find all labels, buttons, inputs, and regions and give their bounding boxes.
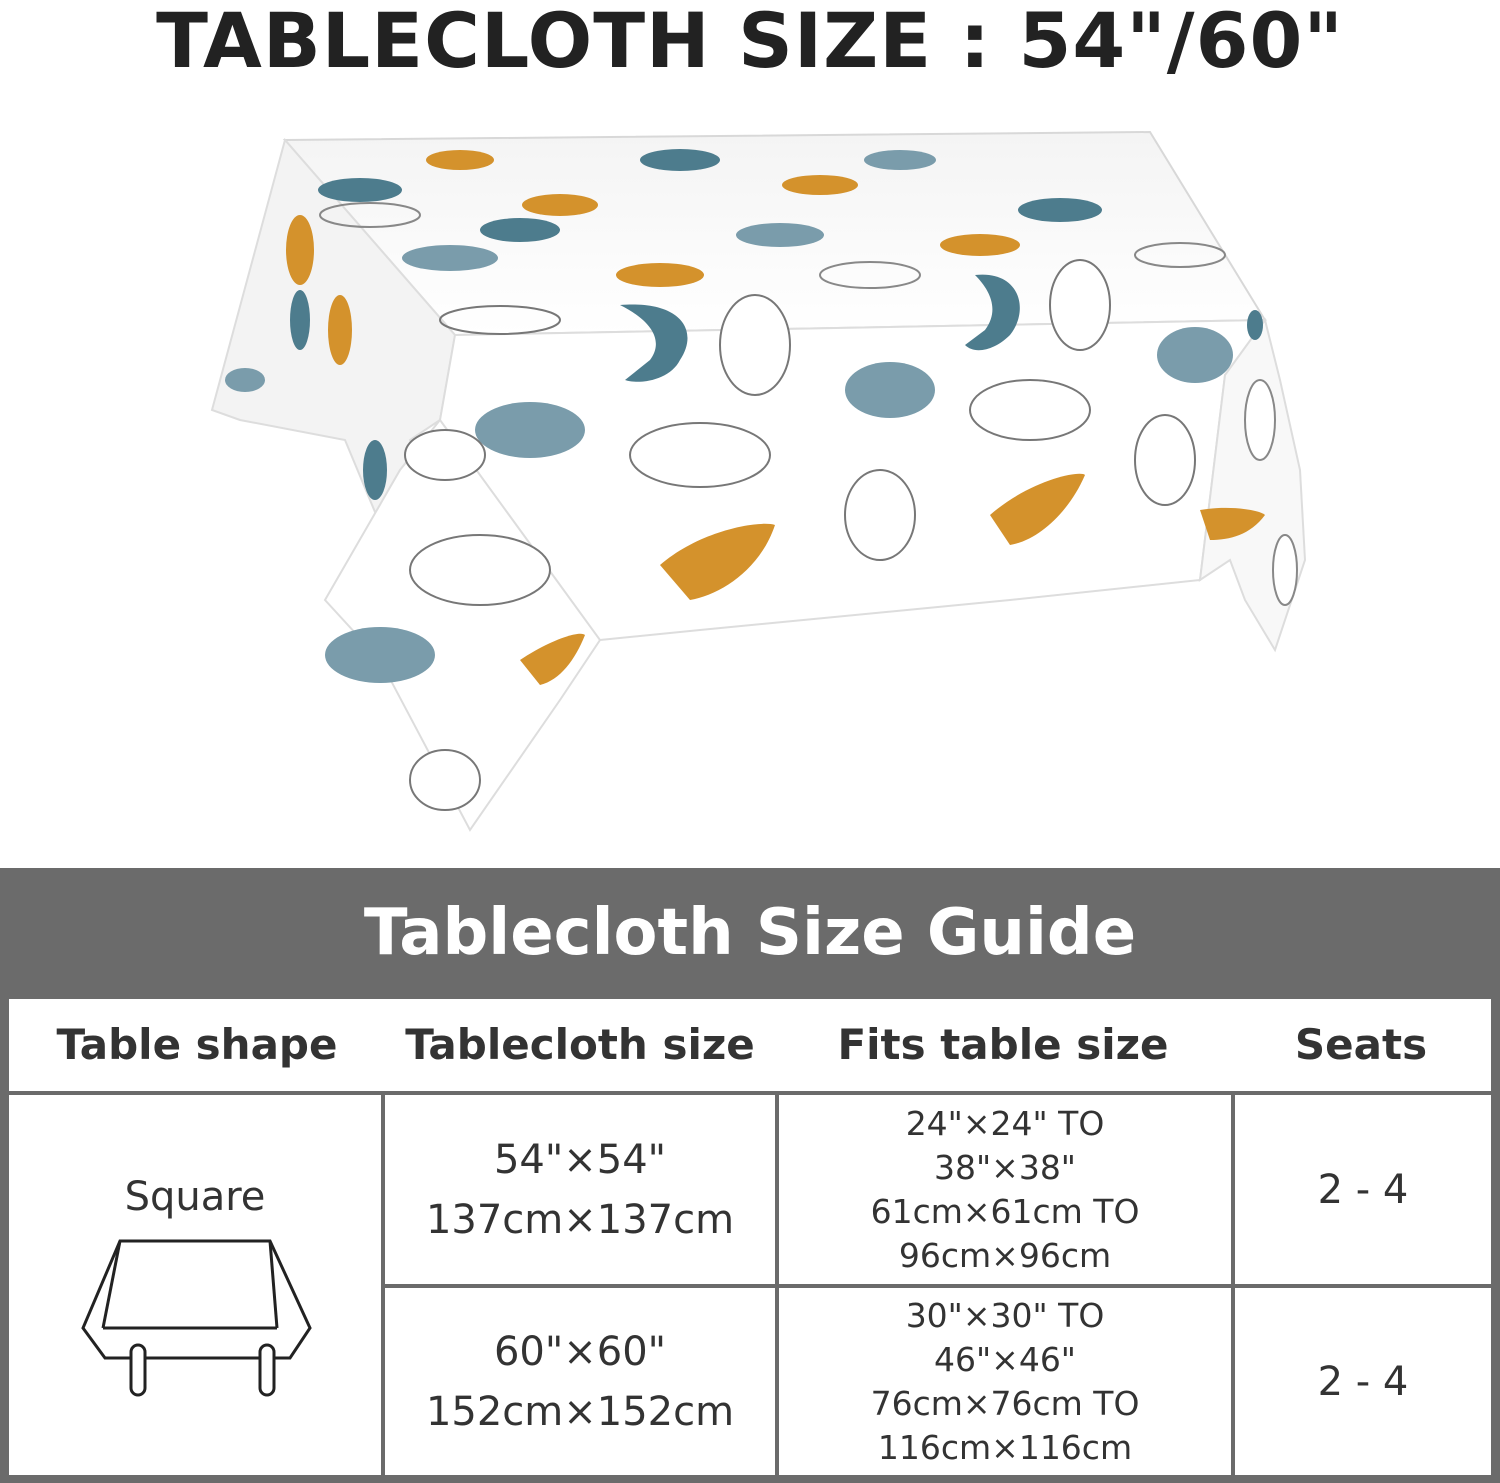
fits-size-inches-from: 30"×30" TO (905, 1295, 1105, 1335)
table-row-1-seats (1235, 1095, 1491, 1284)
header-fits-table-size: Fits table size (837, 1020, 1169, 1069)
header-tablecloth-size: Tablecloth size (405, 1020, 755, 1069)
tablecloth-size-inches: 54"×54" (493, 1136, 667, 1183)
fits-size-cm-from: 61cm×61cm TO (870, 1191, 1140, 1231)
tablecloth-size-cm: 152cm×152cm (425, 1388, 735, 1435)
table-row-2-tablecloth-size (385, 1288, 775, 1475)
tablecloth-size-cm: 137cm×137cm (425, 1196, 735, 1243)
size-guide-panel (0, 868, 1500, 1483)
fits-size-cm-to: 116cm×116cm (877, 1427, 1133, 1467)
shape-label: Square (124, 1174, 266, 1220)
header-seats: Seats (1294, 1020, 1428, 1069)
size-guide-title: Tablecloth Size Guide (363, 896, 1137, 970)
size-guide-table (9, 999, 1491, 1475)
fits-size-cm-to: 96cm×96cm (898, 1235, 1112, 1275)
shape-cell (9, 1095, 381, 1475)
headline: TABLECLOTH SIZE : 54"/60" (156, 0, 1344, 85)
square-table-icon (65, 1233, 325, 1403)
fits-size-inches-from: 24"×24" TO (905, 1103, 1105, 1143)
tablecloth-product-illustration (0, 100, 1500, 840)
header-table-shape: Table shape (56, 1020, 338, 1069)
table-row-1-tablecloth-size (385, 1095, 775, 1284)
table-row-2-seats (1235, 1288, 1491, 1475)
seats-value: 2 - 4 (1317, 1166, 1409, 1213)
fits-size-inches-to: 38"×38" (934, 1147, 1076, 1187)
tablecloth-size-inches: 60"×60" (493, 1328, 667, 1375)
table-row-2-fits-size (779, 1288, 1231, 1475)
table-row-1-fits-size (779, 1095, 1231, 1284)
seats-value: 2 - 4 (1317, 1358, 1409, 1405)
fits-size-cm-from: 76cm×76cm TO (870, 1383, 1140, 1423)
fits-size-inches-to: 46"×46" (934, 1339, 1076, 1379)
